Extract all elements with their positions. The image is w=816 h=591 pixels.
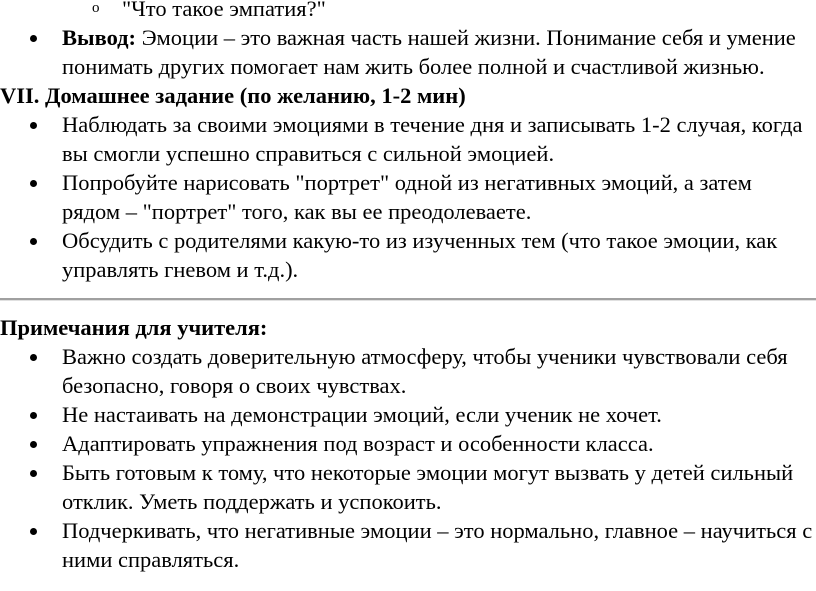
homework-heading: VII. Домашнее задание (по желанию, 1-2 мин) xyxy=(0,83,466,108)
list-item-text: Важно создать доверительную атмосферу, чтобы ученики чувствовали себя безопасно, говоря о своих чувствах. xyxy=(62,344,788,398)
bullet-icon xyxy=(30,441,37,448)
list-item xyxy=(0,429,816,458)
list-item-text: Наблюдать за своими эмоциями в течение дня и записывать 1-2 случая, когда вы смогли успешно справиться с сильной эмоцией. xyxy=(62,112,803,166)
list-item xyxy=(0,168,816,226)
list-item-text: Быть готовым к тому, что некоторые эмоции могут вызвать у детей сильный отклик. Уметь поддержать и успокоить. xyxy=(62,460,794,514)
teacher-notes-list xyxy=(0,342,816,574)
list-item-text: Обсудить с родителями какую-то из изученных тем (что такое эмоции, как управлять гневом и т.д.). xyxy=(62,228,778,282)
bullet-icon xyxy=(30,238,37,245)
circle-bullet-icon: o xyxy=(92,0,100,16)
bullet-icon xyxy=(30,412,37,419)
list-item-text: Подчеркивать, что негативные эмоции – это нормально, главное – научиться с ними справляться. xyxy=(62,518,813,572)
list-item xyxy=(0,342,816,400)
list-item-text: Попробуйте нарисовать "портрет" одной из негативных эмоций, а затем рядом – "портрет" того, как вы ее преодолеваете. xyxy=(62,170,752,224)
bullet-icon xyxy=(30,470,37,477)
list-item xyxy=(0,516,816,574)
conclusion-list xyxy=(0,23,816,81)
conclusion-item xyxy=(0,23,816,81)
homework-list xyxy=(0,110,816,284)
conclusion-text: Эмоции – это важная часть нашей жизни. Понимание себя и умение понимать других помогает нам жить более полной и счастливой жизнью. xyxy=(62,25,796,79)
conclusion-label: Вывод: xyxy=(62,25,137,50)
bullet-icon xyxy=(30,528,37,535)
bullet-icon xyxy=(30,180,37,187)
list-item-text: Адаптировать упражнения под возраст и особенности класса. xyxy=(62,431,654,456)
list-item xyxy=(0,110,816,168)
list-item xyxy=(0,458,816,516)
list-item xyxy=(0,400,816,429)
bullet-icon xyxy=(30,354,37,361)
sub-list-item xyxy=(0,0,816,23)
list-item xyxy=(0,226,816,284)
list-item-text: Не настаивать на демонстрации эмоций, если ученик не хочет. xyxy=(62,402,662,427)
bullet-icon xyxy=(30,35,37,42)
sub-list-item-text: "Что такое эмпатия?" xyxy=(122,0,326,21)
teacher-notes-heading: Примечания для учителя: xyxy=(0,315,268,340)
bullet-icon xyxy=(30,122,37,129)
horizontal-divider xyxy=(0,298,816,301)
